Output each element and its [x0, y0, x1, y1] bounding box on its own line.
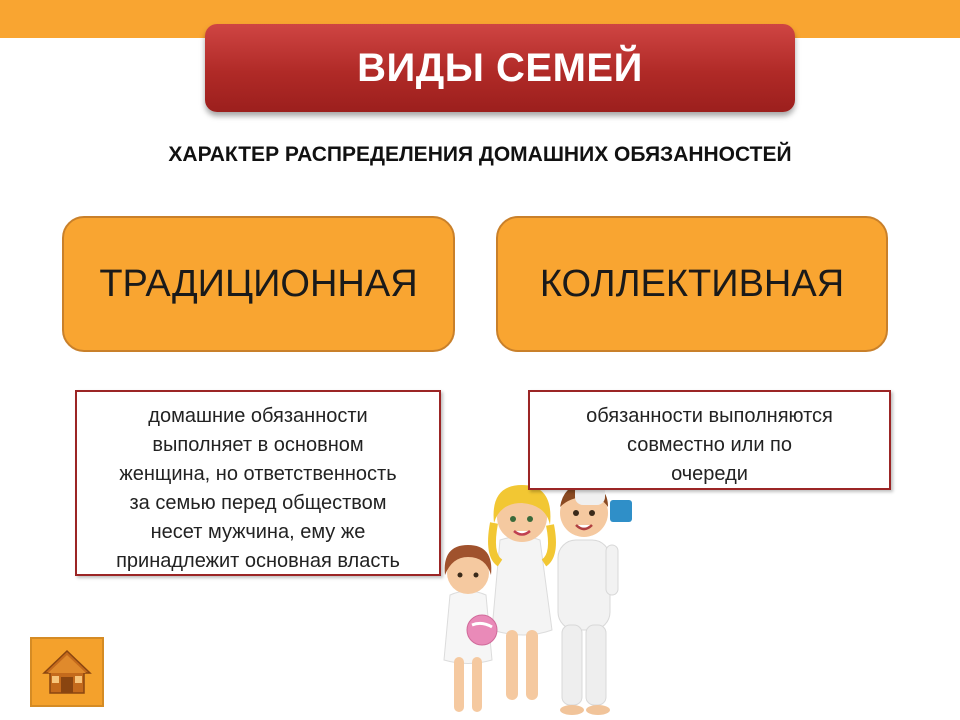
description-line: совместно или по [626, 434, 793, 456]
description-line: выполняет в основном [152, 434, 364, 456]
description-line: женщина, но ответственность [119, 463, 397, 485]
father-figure [558, 485, 618, 715]
page-title: ВИДЫ СЕМЕЙ [357, 45, 643, 90]
collective-family-box [496, 216, 888, 352]
collective-family-description [528, 390, 891, 490]
collective-family-label: КОЛЛЕКТИВНАЯ [539, 262, 845, 305]
home-icon [40, 645, 94, 699]
girl-figure [444, 545, 497, 712]
title-banner [205, 24, 795, 112]
description-line: домашние обязанности [148, 405, 368, 427]
mother-figure [492, 485, 552, 700]
traditional-family-box [62, 216, 455, 352]
home-button[interactable] [30, 637, 104, 707]
description-line: принадлежит основная власть [116, 550, 400, 572]
description-line: очереди [671, 463, 748, 485]
description-line: обязанности выполняются [586, 405, 833, 427]
page-subtitle: ХАРАКТЕР РАСПРЕДЕЛЕНИЯ ДОМАШНИХ ОБЯЗАННОСТЕЙ [168, 143, 792, 166]
description-line: за семью перед обществом [129, 492, 387, 514]
traditional-family-label: ТРАДИЦИОННАЯ [99, 262, 418, 305]
description-line: несет мужчина, ему же [150, 521, 366, 543]
traditional-family-description [75, 390, 441, 576]
